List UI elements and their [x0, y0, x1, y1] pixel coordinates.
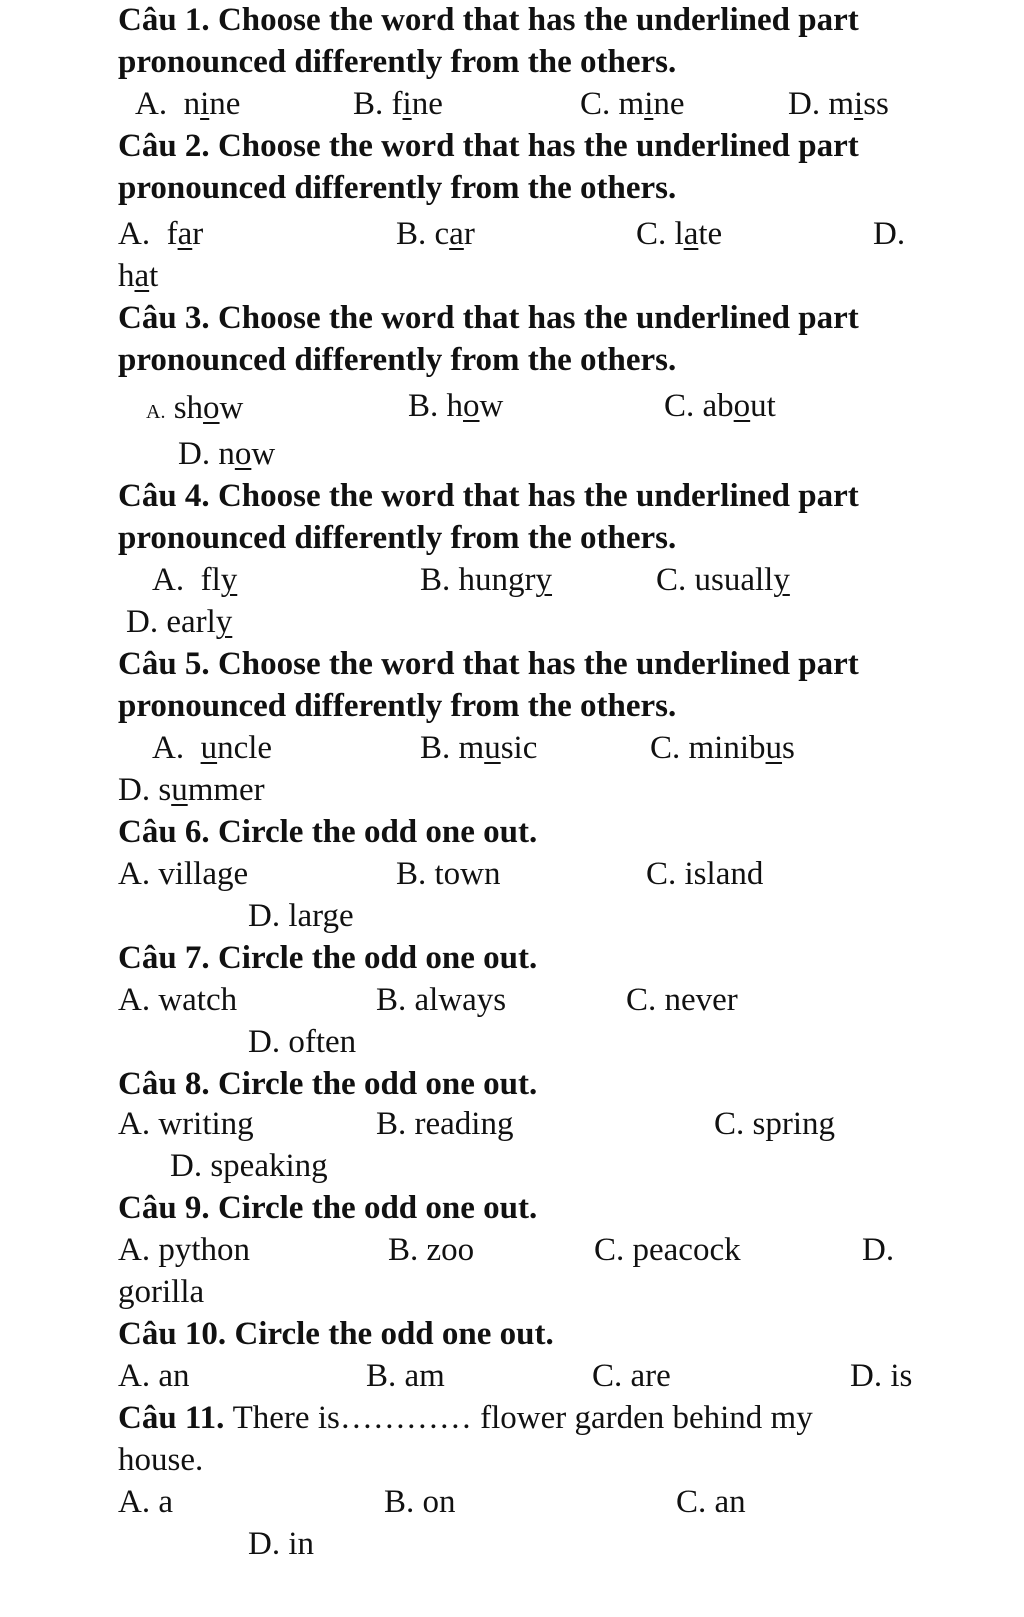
question-1-prompt-line-2: pronounced differently from the others. [118, 44, 677, 80]
q2-option-c: C. late [636, 216, 723, 252]
q10-option-a: A. an [118, 1358, 190, 1394]
question-label: Câu 8. [118, 1066, 210, 1102]
question-prompt: Choose the word that has the underlined part [217, 478, 859, 514]
question-prompt: Choose the word that has the underlined part [217, 2, 859, 38]
q2-option-b: B. car [396, 216, 475, 252]
q5-option-c: C. minibus [650, 730, 795, 766]
q4-option-b: B. hungry [420, 562, 553, 598]
q3-option-d: D. now [178, 436, 276, 472]
question-7-heading [118, 942, 537, 975]
question-label: Câu 2. [118, 128, 210, 164]
q9-option-b: B. zoo [388, 1232, 475, 1268]
question-4-prompt-line-2: pronounced differently from the others. [118, 520, 677, 556]
q1-option-a: A. nine [135, 86, 241, 122]
q1-option-d: D. miss [788, 86, 889, 122]
q10-option-b: B. am [366, 1358, 445, 1394]
q2-option-a: A. far [118, 216, 204, 252]
q4-option-c: C. usually [656, 562, 790, 598]
q3-option-a: A. show [146, 390, 244, 426]
q10-option-c: C. are [592, 1358, 671, 1394]
question-5-heading [118, 648, 859, 681]
question-prompt: Circle the odd one out. [217, 1066, 538, 1102]
q5-option-a: A. uncle [152, 730, 273, 766]
q9-option-a: A. python [118, 1232, 250, 1268]
question-prompt: Choose the word that has the underlined part [217, 646, 859, 682]
q3-option-c: C. about [664, 388, 776, 424]
q6-option-b: B. town [396, 856, 501, 892]
question-label: Câu 5. [118, 646, 210, 682]
question-3-heading [118, 302, 859, 335]
q4-option-d: D. early [126, 604, 233, 640]
q2-option-d-word: hat [118, 258, 159, 294]
question-11-prompt-line-2: house. [118, 1442, 204, 1478]
q10-option-d: D. is [850, 1358, 913, 1394]
q5-option-d: D. summer [118, 772, 265, 808]
question-9-heading [118, 1192, 537, 1225]
q9-option-d-letter: D. [862, 1232, 895, 1268]
question-label: Câu 9. [118, 1190, 210, 1226]
question-label: Câu 6. [118, 814, 210, 850]
question-prompt: Circle the odd one out. [217, 1190, 538, 1226]
q5-option-b: B. music [420, 730, 538, 766]
question-label: Câu 11. [118, 1400, 225, 1436]
question-3-prompt-line-2: pronounced differently from the others. [118, 342, 677, 378]
q8-option-a: A. writing [118, 1106, 254, 1142]
question-prompt: Circle the odd one out. [217, 940, 538, 976]
question-10-heading [118, 1318, 554, 1351]
q11-option-d: D. in [248, 1526, 314, 1562]
q11-option-c: C. an [676, 1484, 746, 1520]
question-label: Câu 1. [118, 2, 210, 38]
q4-option-a: A. fly [152, 562, 238, 598]
question-5-prompt-line-2: pronounced differently from the others. [118, 688, 677, 724]
q8-option-c: C. spring [714, 1106, 836, 1142]
q7-option-d: D. often [248, 1024, 357, 1060]
q6-option-c: C. island [646, 856, 764, 892]
question-prompt: There is………… flower garden behind my [232, 1400, 813, 1436]
q9-option-c: C. peacock [594, 1232, 741, 1268]
q2-option-d-letter: D. [873, 216, 906, 252]
question-label: Câu 4. [118, 478, 210, 514]
question-prompt: Circle the odd one out. [217, 814, 538, 850]
q7-option-a: A. watch [118, 982, 238, 1018]
question-6-heading [118, 816, 537, 849]
q8-option-b: B. reading [376, 1106, 514, 1142]
question-prompt: Choose the word that has the underlined part [217, 128, 859, 164]
question-label: Câu 7. [118, 940, 210, 976]
q6-option-a: A. village [118, 856, 249, 892]
q3-option-b: B. how [408, 388, 504, 424]
question-4-heading [118, 480, 859, 513]
question-2-prompt-line-2: pronounced differently from the others. [118, 170, 677, 206]
q8-option-d: D. speaking [170, 1148, 328, 1184]
question-11-heading [118, 1402, 813, 1435]
q11-option-b: B. on [384, 1484, 456, 1520]
q7-option-c: C. never [626, 982, 738, 1018]
q1-option-c: C. mine [580, 86, 685, 122]
question-8-heading [118, 1068, 537, 1101]
question-1-heading [118, 4, 859, 37]
question-label: Câu 3. [118, 300, 210, 336]
q6-option-d: D. large [248, 898, 354, 934]
q1-option-b: B. fine [353, 86, 443, 122]
question-prompt: Circle the odd one out. [234, 1316, 554, 1352]
question-label: Câu 10. [118, 1316, 227, 1352]
q11-option-a: A. a [118, 1484, 173, 1520]
q9-option-d-word: gorilla [118, 1274, 205, 1310]
question-2-heading [118, 130, 859, 163]
q7-option-b: B. always [376, 982, 507, 1018]
question-prompt: Choose the word that has the underlined part [217, 300, 859, 336]
